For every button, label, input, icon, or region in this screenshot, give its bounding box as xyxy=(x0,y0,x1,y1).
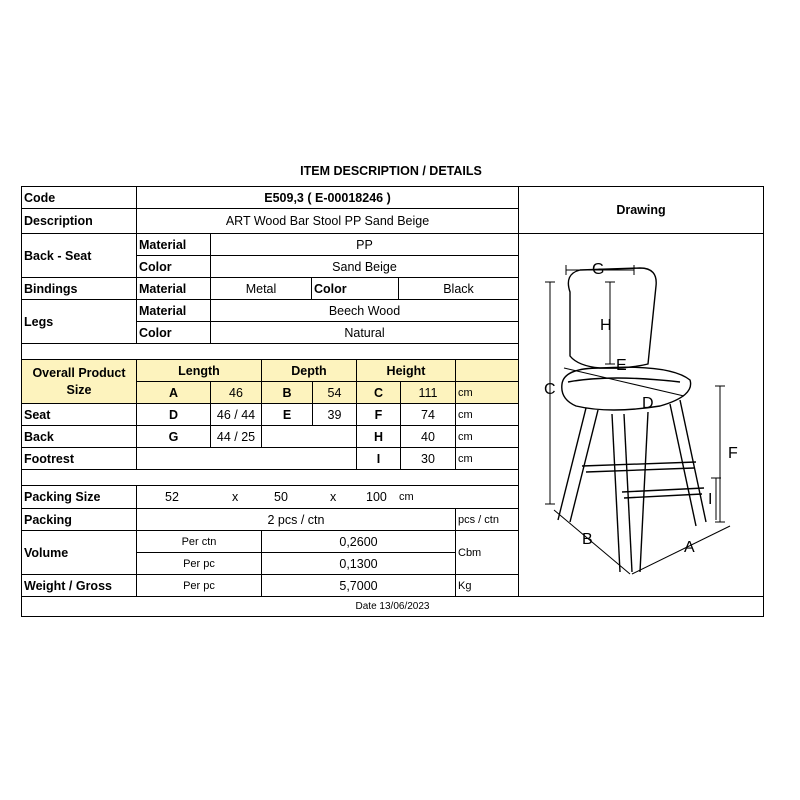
legs-material-label: Material xyxy=(136,299,211,322)
bindings-material: Metal xyxy=(210,277,312,300)
packing-size-row xyxy=(136,485,519,509)
overall-size-label: Overall Product Size xyxy=(21,359,137,404)
volume-per-ctn: 0,2600 xyxy=(261,530,456,553)
dim-g-label: G xyxy=(136,425,211,448)
packing-value: 2 pcs / ctn xyxy=(136,508,456,531)
footrest-label: Footrest xyxy=(21,447,137,470)
stool-drawing xyxy=(520,234,760,594)
back-seat-material: PP xyxy=(210,233,519,256)
depth-header: Depth xyxy=(261,359,357,382)
bindings-material-label: Material xyxy=(136,277,211,300)
bindings-label: Bindings xyxy=(21,277,137,300)
date-footer: Date 13/06/2023 xyxy=(21,596,764,617)
packing-size-label: Packing Size xyxy=(21,485,137,509)
overall-unit: cm xyxy=(455,381,519,404)
packing-x2: x xyxy=(330,490,337,504)
dim-h-label: H xyxy=(356,425,401,448)
drawing-letter-c: C xyxy=(544,381,556,398)
dim-b-label: B xyxy=(261,381,313,404)
dim-i-label: I xyxy=(356,447,401,470)
description-label: Description xyxy=(21,208,137,234)
dim-i-value: 30 xyxy=(400,447,456,470)
dim-d-label: D xyxy=(136,403,211,426)
drawing-letter-b: B xyxy=(582,531,593,548)
dim-f-label: F xyxy=(356,403,401,426)
dim-a-label: A xyxy=(136,381,211,404)
seat-unit: cm xyxy=(455,403,519,426)
back-seat-label: Back - Seat xyxy=(21,233,137,278)
drawing-letter-d: D xyxy=(642,395,654,412)
legs-material: Beech Wood xyxy=(210,299,519,322)
weight-value: 5,7000 xyxy=(261,574,456,597)
bindings-color: Black xyxy=(398,277,519,300)
drawing-letter-h: H xyxy=(600,317,612,334)
weight-per-pc-label: Per pc xyxy=(136,574,262,597)
description-value: ART Wood Bar Stool PP Sand Beige xyxy=(136,208,519,234)
back-seat-material-label: Material xyxy=(136,233,211,256)
page-title: ITEM DESCRIPTION / DETAILS xyxy=(300,164,482,178)
legs-color: Natural xyxy=(210,321,519,344)
drawing-letter-e: E xyxy=(616,357,627,374)
drawing-letter-i: I xyxy=(708,491,713,508)
volume-per-pc: 0,1300 xyxy=(261,552,456,575)
drawing-letter-f: F xyxy=(728,445,738,462)
dim-b-value: 54 xyxy=(312,381,357,404)
weight-unit: Kg xyxy=(455,574,519,597)
packing-size-unit: cm xyxy=(399,491,414,503)
packing-unit: pcs / ctn xyxy=(455,508,519,531)
back-unit: cm xyxy=(455,425,519,448)
back-seat-color-label: Color xyxy=(136,255,211,278)
code-label: Code xyxy=(21,186,137,209)
drawing-letter-a: A xyxy=(684,539,695,556)
spacer-row-2 xyxy=(21,469,519,486)
volume-label: Volume xyxy=(21,530,137,575)
dim-g-value: 44 / 25 xyxy=(210,425,262,448)
seat-label: Seat xyxy=(21,403,137,426)
volume-per-ctn-label: Per ctn xyxy=(136,530,262,553)
dim-d-value: 46 / 44 xyxy=(210,403,262,426)
packing-width: 50 xyxy=(274,490,288,504)
bindings-color-label: Color xyxy=(311,277,399,300)
back-seat-color: Sand Beige xyxy=(210,255,519,278)
drawing-label: Drawing xyxy=(518,186,764,234)
back-blank xyxy=(261,425,357,448)
code-value: E509,3 ( E-00018246 ) xyxy=(136,186,519,209)
dim-f-value: 74 xyxy=(400,403,456,426)
length-header: Length xyxy=(136,359,262,382)
dim-a-value: 46 xyxy=(210,381,262,404)
back-label: Back xyxy=(21,425,137,448)
dim-h-value: 40 xyxy=(400,425,456,448)
dim-e-label: E xyxy=(261,403,313,426)
legs-color-label: Color xyxy=(136,321,211,344)
weight-label: Weight / Gross xyxy=(21,574,137,597)
height-header: Height xyxy=(356,359,456,382)
volume-per-pc-label: Per pc xyxy=(136,552,262,575)
dim-c-label: C xyxy=(356,381,401,404)
footrest-blank xyxy=(136,447,357,470)
packing-length: 52 xyxy=(165,490,179,504)
legs-label: Legs xyxy=(21,299,137,344)
packing-label: Packing xyxy=(21,508,137,531)
drawing-letter-g: G xyxy=(592,261,605,278)
volume-unit: Cbm xyxy=(455,530,519,575)
packing-x1: x xyxy=(232,490,239,504)
dim-c-value: 111 xyxy=(400,381,456,404)
blank-header xyxy=(455,359,519,382)
spacer-row xyxy=(21,343,519,360)
packing-height: 100 xyxy=(366,490,387,504)
footrest-unit: cm xyxy=(455,447,519,470)
dim-e-value: 39 xyxy=(312,403,357,426)
